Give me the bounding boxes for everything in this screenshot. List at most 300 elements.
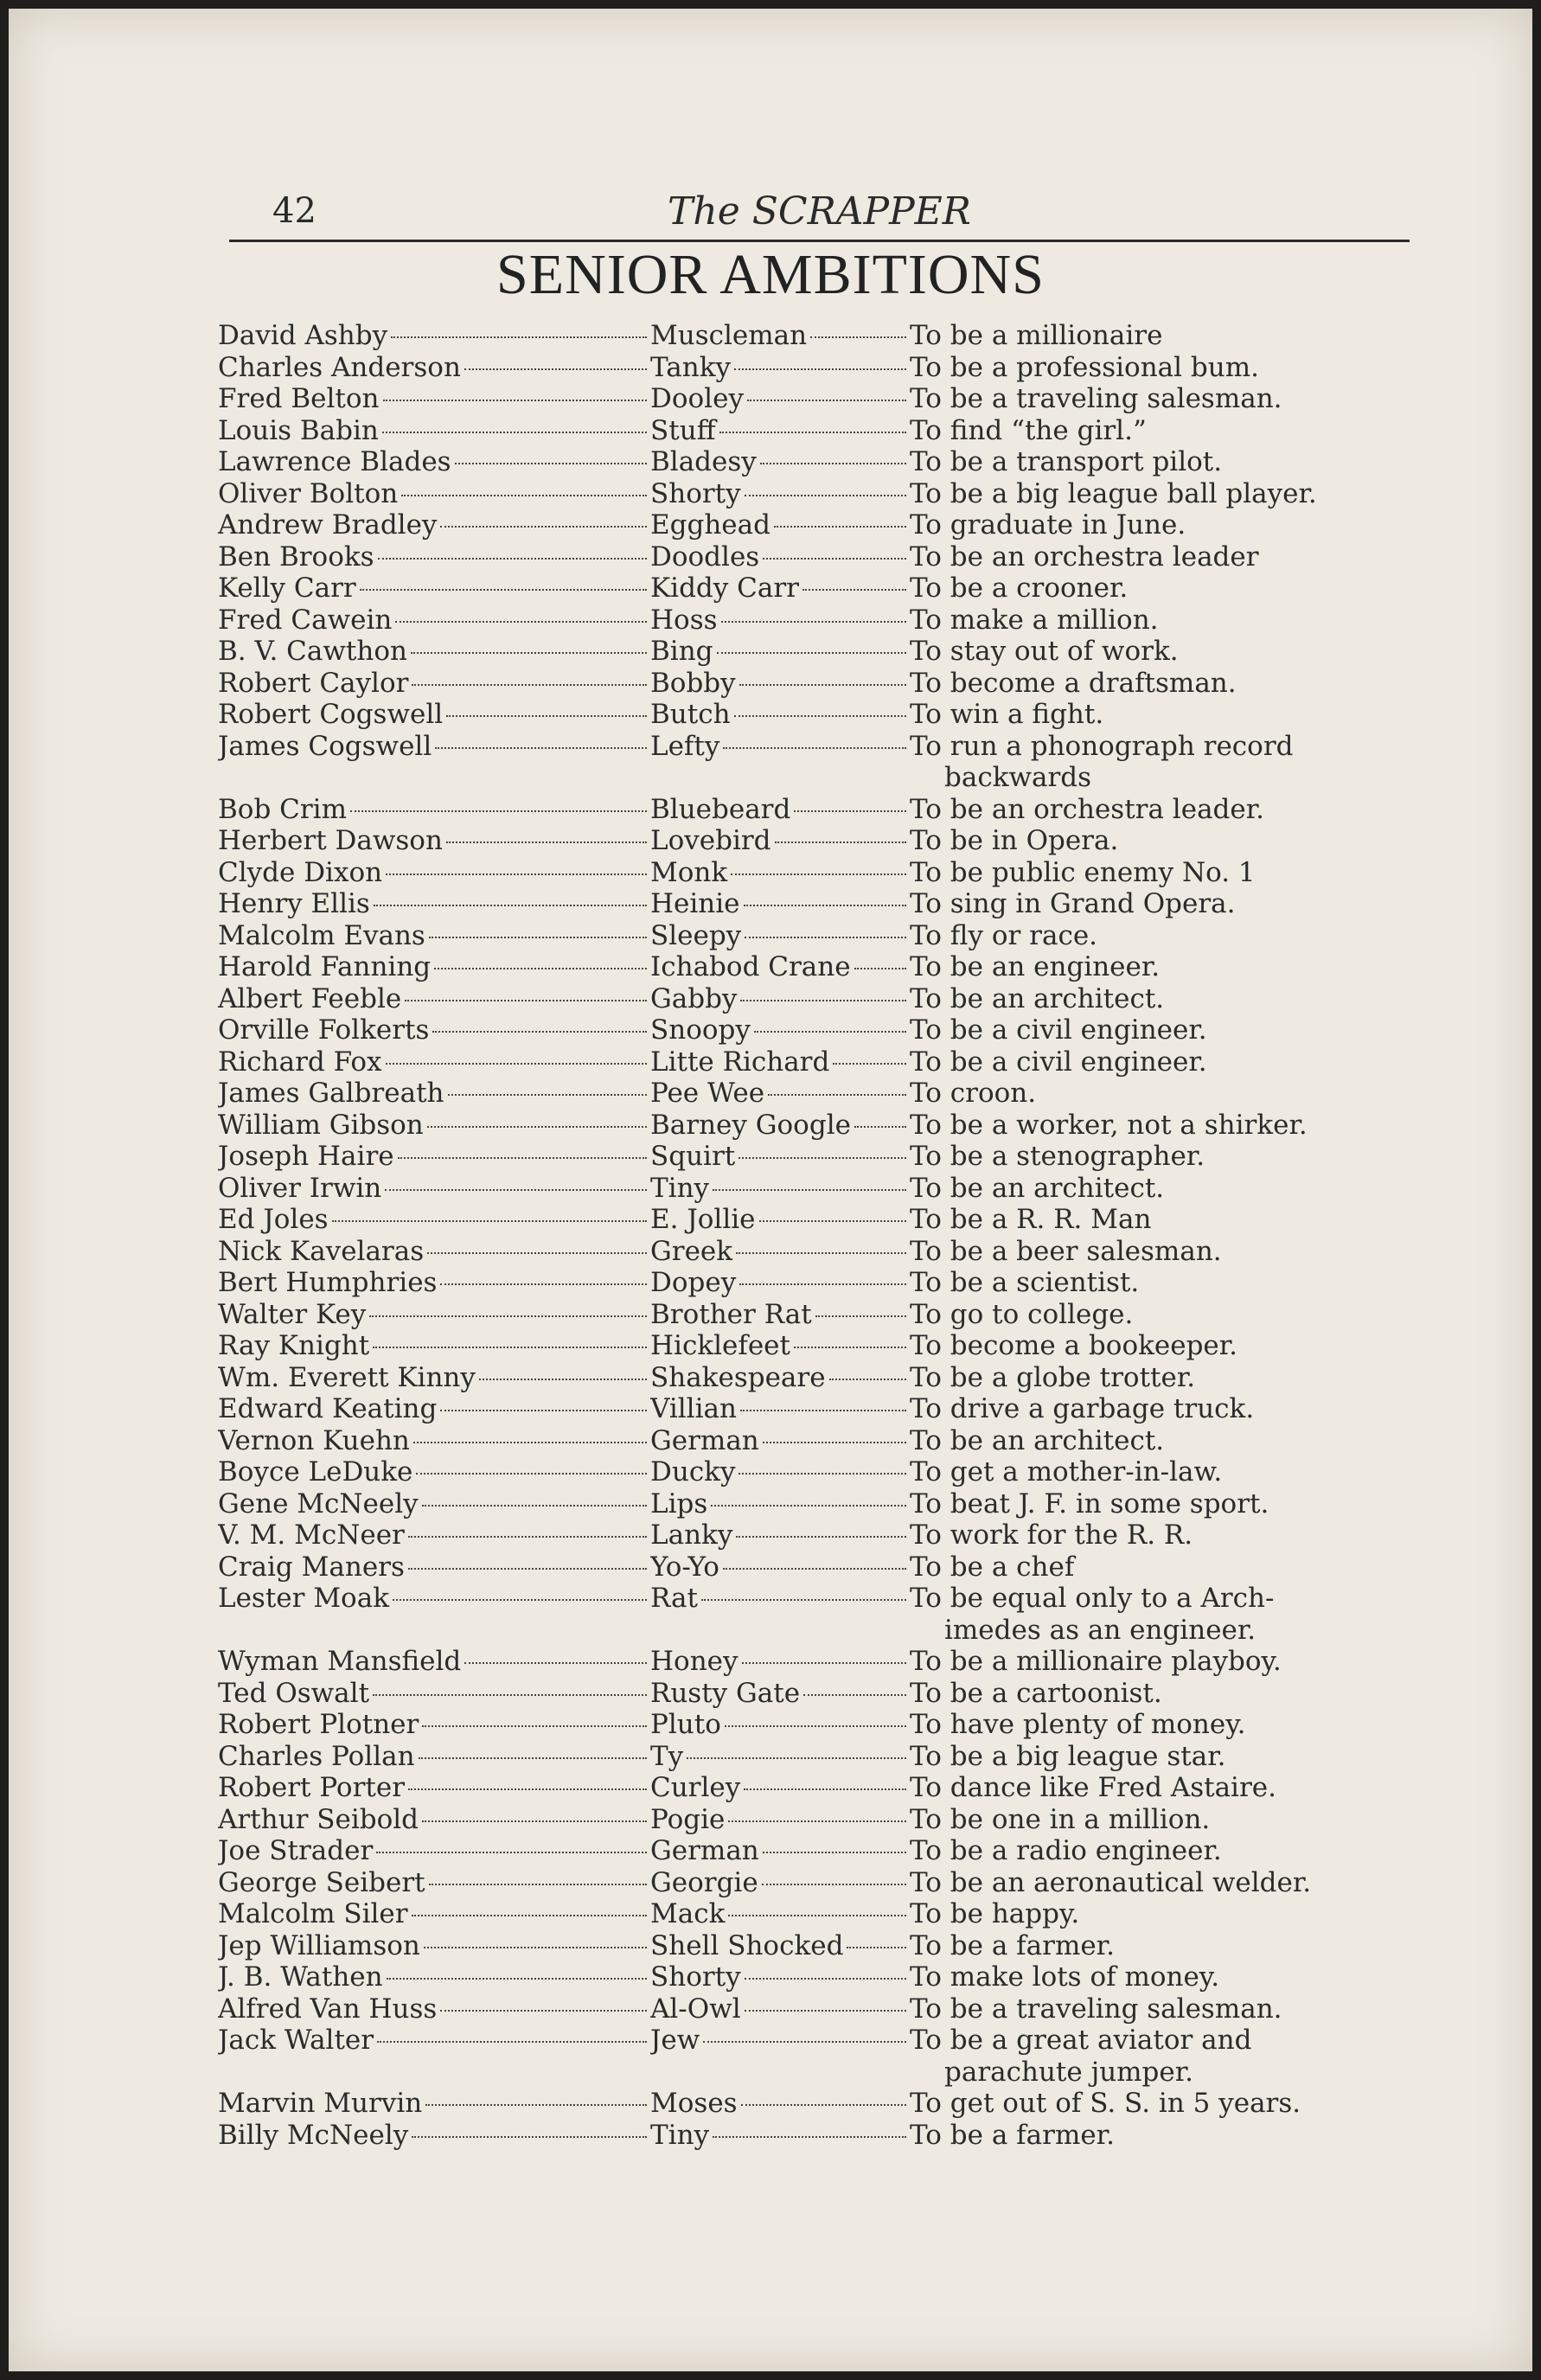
student-name: Lester Moak — [218, 1583, 389, 1614]
student-name-cell — [218, 983, 650, 1015]
student-name-cell — [218, 794, 650, 826]
student-ambition: To become a draftsman. — [910, 667, 1237, 699]
dot-leader — [711, 1505, 906, 1507]
student-name: Gene McNeely — [218, 1488, 419, 1519]
ambition-row — [218, 1456, 1411, 1488]
student-name-cell — [218, 920, 650, 952]
dot-leader — [427, 1126, 647, 1128]
ambition-row — [218, 478, 1411, 510]
ambition-row — [218, 888, 1411, 920]
student-ambition: To beat J. F. in some sport. — [910, 1488, 1269, 1519]
student-name-cell — [218, 1078, 650, 1110]
student-name: Albert Feeble — [218, 982, 402, 1014]
dot-leader — [728, 1915, 906, 1916]
student-ambition: To run a phonograph record — [910, 730, 1294, 762]
ambition-cell — [910, 794, 1411, 826]
ambition-cell — [910, 951, 1411, 983]
ambition-cell — [910, 857, 1411, 889]
nickname-cell — [650, 2120, 910, 2152]
nickname-cell — [650, 446, 910, 478]
student-name-cell — [218, 636, 650, 668]
student-name: Richard Fox — [218, 1046, 382, 1078]
student-name: Arthur Seibold — [218, 1803, 419, 1835]
ambition-row — [218, 920, 1411, 952]
student-nickname: Muscleman — [650, 320, 808, 351]
student-name-cell — [218, 1014, 650, 1046]
student-name-cell — [218, 352, 650, 384]
dot-leader — [429, 937, 647, 938]
student-ambition: To be a millionaire — [910, 320, 1163, 351]
nickname-cell — [650, 794, 910, 826]
dot-leader — [803, 1694, 906, 1696]
student-name: Andrew Bradley — [218, 509, 438, 541]
nickname-cell — [650, 1930, 910, 1962]
dot-leader — [412, 2136, 647, 2138]
student-name-cell — [218, 1804, 650, 1836]
ambition-cell — [910, 1930, 1411, 1962]
ambition-cell — [910, 1014, 1411, 1046]
nickname-cell — [650, 1519, 910, 1551]
student-name-cell — [218, 1961, 650, 1993]
student-ambition: To have plenty of money. — [910, 1709, 1246, 1740]
dot-leader — [721, 621, 906, 623]
student-name-cell — [218, 1141, 650, 1173]
dot-leader — [424, 1947, 647, 1948]
dot-leader — [728, 1820, 906, 1822]
student-name-cell — [218, 1330, 650, 1362]
dot-leader — [740, 1000, 906, 1001]
dot-leader — [701, 1599, 906, 1601]
student-name-cell — [218, 1993, 650, 2025]
nickname-cell — [650, 983, 910, 1015]
publication-title: The SCRAPPER — [668, 189, 971, 234]
ambition-row — [218, 1110, 1411, 1142]
student-nickname: Tiny — [650, 2119, 710, 2151]
student-name: Ed Joles — [218, 1204, 329, 1235]
ambition-cell — [910, 1330, 1411, 1362]
dot-leader — [745, 937, 906, 938]
student-name-cell — [218, 731, 650, 794]
ambition-cell — [910, 983, 1411, 1015]
student-ambition: To be a traveling salesman. — [910, 1993, 1282, 2025]
dot-leader — [736, 1252, 906, 1254]
student-ambition: To be a civil engineer. — [910, 1046, 1207, 1078]
ambition-row — [218, 1236, 1411, 1268]
student-name: Malcolm Evans — [218, 919, 425, 951]
student-name-cell — [218, 1110, 650, 1142]
nickname-cell — [650, 509, 910, 541]
ambition-cell — [910, 1204, 1411, 1236]
student-ambition: To dance like Fred Astaire. — [910, 1772, 1276, 1803]
student-name: Clyde Dixon — [218, 856, 383, 888]
student-ambition: To graduate in June. — [910, 509, 1186, 541]
student-name: Nick Kavelaras — [218, 1235, 425, 1267]
student-ambition: To be an architect. — [910, 1172, 1165, 1204]
student-ambition: To be an engineer. — [910, 951, 1161, 982]
student-ambition: To be a chef — [910, 1551, 1075, 1583]
student-nickname: Dooley — [650, 383, 744, 414]
ambition-cell — [910, 1519, 1411, 1551]
student-name-cell — [218, 1173, 650, 1205]
dot-leader — [744, 1788, 906, 1790]
student-ambition: To fly or race. — [910, 919, 1098, 951]
student-name: Fred Cawein — [218, 604, 393, 636]
student-name: Walter Key — [218, 1298, 367, 1330]
student-nickname: Bladesy — [650, 446, 757, 477]
student-name: Charles Anderson — [218, 351, 461, 383]
dot-leader — [739, 1157, 906, 1159]
nickname-cell — [650, 1110, 910, 1142]
student-name-cell — [218, 2088, 650, 2120]
ambition-row — [218, 320, 1411, 352]
ambition-cell — [910, 1110, 1411, 1142]
nickname-cell — [650, 573, 910, 605]
student-ambition: To be an architect. — [910, 1424, 1165, 1456]
ambition-cell — [910, 731, 1411, 794]
ambition-cell — [910, 1772, 1411, 1804]
dot-leader — [391, 336, 647, 338]
dot-leader — [739, 1473, 906, 1475]
student-nickname: Pogie — [650, 1803, 726, 1835]
student-nickname: Tanky — [650, 351, 732, 383]
ambition-row — [218, 825, 1411, 857]
ambition-row — [218, 509, 1411, 541]
ambition-cell — [910, 1867, 1411, 1899]
ambition-cell — [910, 1141, 1411, 1173]
student-nickname: Honey — [650, 1646, 739, 1677]
dot-leader — [369, 1315, 647, 1317]
student-ambition-continued: parachute jumper. — [944, 2056, 1194, 2088]
student-name-cell — [218, 605, 650, 637]
student-name: Wm. Everett Kinny — [218, 1361, 476, 1393]
student-name: Charles Pollan — [218, 1740, 415, 1772]
ambition-cell — [910, 1046, 1411, 1078]
ambition-cell — [910, 1551, 1411, 1583]
nickname-cell — [650, 1898, 910, 1930]
dot-leader — [373, 1694, 647, 1696]
ambition-cell — [910, 509, 1411, 541]
student-name-cell — [218, 1709, 650, 1741]
ambition-row — [218, 1078, 1411, 1110]
student-ambition-continued: backwards — [944, 762, 1092, 793]
student-ambition: To be a worker, not a shirker. — [910, 1109, 1308, 1141]
student-ambition: To stay out of work. — [910, 636, 1179, 667]
dot-leader — [422, 1725, 647, 1727]
student-nickname: Butch — [650, 699, 731, 730]
ambition-row — [218, 1204, 1411, 1236]
student-nickname: Mack — [650, 1898, 726, 1929]
student-ambition: To drive a garbage truck. — [910, 1393, 1255, 1424]
dot-leader — [723, 1568, 906, 1570]
ambition-cell — [910, 1646, 1411, 1678]
dot-leader — [802, 589, 906, 591]
student-nickname: Snoopy — [650, 1014, 751, 1046]
dot-leader — [687, 1757, 906, 1759]
student-ambition: To be an architect. — [910, 982, 1165, 1014]
student-nickname: Bluebeard — [650, 793, 791, 825]
student-name: Wyman Mansfield — [218, 1646, 462, 1677]
dot-leader — [425, 2104, 647, 2106]
student-nickname: Shorty — [650, 477, 741, 509]
student-name-cell — [218, 888, 650, 920]
dot-leader — [736, 1536, 906, 1538]
dot-leader — [440, 526, 647, 528]
student-name: James Galbreath — [218, 1078, 444, 1109]
dot-leader — [713, 2136, 906, 2138]
dot-leader — [412, 684, 647, 686]
ambition-row — [218, 2025, 1411, 2088]
nickname-cell — [650, 699, 910, 731]
dot-leader — [332, 1220, 647, 1222]
student-name-cell — [218, 383, 650, 415]
student-name: Lawrence Blades — [218, 446, 451, 477]
ambition-row — [218, 383, 1411, 415]
ambition-row — [218, 1173, 1411, 1205]
student-ambition: To get out of S. S. in 5 years. — [910, 2088, 1301, 2119]
student-ambition: To be an orchestra leader. — [910, 793, 1265, 825]
dot-leader — [847, 1947, 906, 1948]
student-name-cell — [218, 1835, 650, 1867]
student-ambition: To be a great aviator and — [910, 2025, 1252, 2056]
student-ambition: To be a stenographer. — [910, 1141, 1205, 1172]
student-name: Malcolm Siler — [218, 1898, 408, 1929]
ambition-row — [218, 1488, 1411, 1520]
student-ambition: To be happy. — [910, 1898, 1080, 1929]
dot-leader — [350, 810, 647, 812]
student-ambition: To croon. — [910, 1078, 1037, 1109]
student-name: Ben Brooks — [218, 541, 374, 573]
nickname-cell — [650, 857, 910, 889]
student-ambition: To be a civil engineer. — [910, 1014, 1207, 1046]
student-name-cell — [218, 1046, 650, 1078]
ambition-row — [218, 1678, 1411, 1710]
dot-leader — [829, 1379, 906, 1380]
dot-leader — [386, 1063, 647, 1065]
student-name-cell — [218, 1930, 650, 1962]
ambition-cell — [910, 1835, 1411, 1867]
ambition-cell — [910, 1425, 1411, 1457]
ambition-cell — [910, 1804, 1411, 1836]
dot-leader — [382, 432, 647, 433]
dot-leader — [763, 1442, 906, 1443]
nickname-cell — [650, 1804, 910, 1836]
ambition-cell — [910, 1267, 1411, 1299]
student-nickname: Shakespeare — [650, 1361, 826, 1393]
ambition-row — [218, 1330, 1411, 1362]
dot-leader — [713, 1189, 906, 1191]
student-name-cell — [218, 1488, 650, 1520]
student-name-cell — [218, 1456, 650, 1488]
nickname-cell — [650, 605, 910, 637]
dot-leader — [416, 1473, 647, 1475]
ambition-row — [218, 1425, 1411, 1457]
student-nickname: Lefty — [650, 730, 720, 762]
student-ambition: To be a traveling salesman. — [910, 383, 1282, 414]
student-name-cell — [218, 1393, 650, 1425]
dot-leader — [754, 1031, 906, 1033]
ambition-cell — [910, 383, 1411, 415]
nickname-cell — [650, 478, 910, 510]
ambition-cell — [910, 1583, 1411, 1646]
ambition-cell — [910, 825, 1411, 857]
student-nickname: Squirt — [650, 1141, 736, 1172]
ambition-cell — [910, 1709, 1411, 1741]
ambition-cell — [910, 1236, 1411, 1268]
dot-leader — [759, 1220, 906, 1222]
ambition-cell — [910, 1898, 1411, 1930]
student-nickname: Villian — [650, 1393, 737, 1424]
student-ambition: To be a cartoonist. — [910, 1677, 1162, 1709]
dot-leader — [479, 1379, 647, 1380]
page-number: 42 — [272, 191, 317, 231]
ambition-cell — [910, 1456, 1411, 1488]
student-name-cell — [218, 1772, 650, 1804]
dot-leader — [383, 400, 648, 401]
dot-leader — [446, 715, 647, 717]
nickname-cell — [650, 1078, 910, 1110]
dot-leader — [717, 652, 906, 654]
student-nickname: Brother Rat — [650, 1298, 812, 1330]
dot-leader — [775, 841, 906, 843]
dot-leader — [401, 495, 647, 496]
nickname-cell — [650, 1678, 910, 1710]
dot-leader — [374, 905, 647, 906]
ambition-row — [218, 1646, 1411, 1678]
ambition-row — [218, 983, 1411, 1015]
dot-leader — [448, 1094, 648, 1096]
student-name-cell — [218, 446, 650, 478]
student-name: Herbert Dawson — [218, 825, 443, 856]
ambition-row — [218, 699, 1411, 731]
student-ambition: To be a beer salesman. — [910, 1235, 1222, 1267]
dot-leader — [429, 1884, 647, 1885]
student-nickname: Kiddy Carr — [650, 573, 799, 604]
student-name-cell — [218, 1519, 650, 1551]
student-name-cell — [218, 1867, 650, 1899]
student-name-cell — [218, 668, 650, 700]
dot-leader — [378, 558, 647, 560]
dot-leader — [455, 463, 647, 464]
dot-leader — [760, 463, 906, 464]
dot-leader — [434, 968, 647, 969]
student-ambition: To be public enemy No. 1 — [910, 856, 1256, 888]
dot-leader — [739, 1283, 906, 1285]
student-name-cell — [218, 1425, 650, 1457]
student-nickname: Doodles — [650, 541, 760, 573]
ambition-row — [218, 415, 1411, 447]
ambition-row — [218, 1299, 1411, 1331]
nickname-cell — [650, 1741, 910, 1773]
dot-leader — [762, 1884, 906, 1885]
student-nickname: Curley — [650, 1772, 741, 1803]
student-name-cell — [218, 320, 650, 352]
ambition-row — [218, 1741, 1411, 1773]
student-ambition: To be a big league ball player. — [910, 477, 1317, 509]
student-ambition: To make a million. — [910, 604, 1159, 636]
student-nickname: Bing — [650, 636, 713, 667]
dot-leader — [747, 400, 906, 401]
dot-leader — [405, 1000, 647, 1001]
student-name: James Cogswell — [218, 730, 432, 762]
student-name-cell — [218, 1898, 650, 1930]
student-ambition: To be a scientist. — [910, 1267, 1140, 1298]
student-ambition: To make lots of money. — [910, 1961, 1220, 1993]
dot-leader — [432, 1031, 647, 1033]
student-ambition: To get a mother-in-law. — [910, 1456, 1223, 1488]
student-nickname: Barney Google — [650, 1109, 851, 1141]
student-name: Bob Crim — [218, 793, 347, 825]
ambition-row — [218, 1867, 1411, 1899]
student-name: Oliver Irwin — [218, 1172, 382, 1204]
ambition-row — [218, 1393, 1411, 1425]
dot-leader — [744, 905, 906, 906]
ambition-row — [218, 857, 1411, 889]
dot-leader — [373, 1347, 647, 1348]
ambition-row — [218, 1961, 1411, 1993]
student-name: J. B. Wathen — [218, 1961, 383, 1993]
student-nickname: Ducky — [650, 1456, 736, 1488]
student-nickname: Greek — [650, 1235, 733, 1267]
student-name: Louis Babin — [218, 414, 379, 446]
ambition-cell — [910, 1678, 1411, 1710]
student-nickname: Litte Richard — [650, 1046, 830, 1078]
student-name-cell — [218, 1551, 650, 1583]
student-nickname: Shell Shocked — [650, 1929, 844, 1961]
student-nickname: Gabby — [650, 982, 738, 1014]
dot-leader — [741, 2104, 906, 2106]
nickname-cell — [650, 1456, 910, 1488]
student-nickname: Hicklefeet — [650, 1330, 790, 1361]
nickname-cell — [650, 1551, 910, 1583]
student-nickname: Sleepy — [650, 919, 742, 951]
ambition-cell — [910, 541, 1411, 573]
ambition-cell — [910, 636, 1411, 668]
student-nickname: German — [650, 1424, 759, 1456]
student-name: Bert Humphries — [218, 1267, 438, 1298]
nickname-cell — [650, 415, 910, 447]
ambition-row — [218, 1709, 1411, 1741]
student-nickname: Pluto — [650, 1709, 721, 1740]
page-header — [229, 186, 1410, 242]
ambition-row — [218, 605, 1411, 637]
student-name: Harold Fanning — [218, 951, 432, 982]
dot-leader — [412, 1915, 647, 1916]
student-ambition: To be a farmer. — [910, 1929, 1115, 1961]
student-nickname: Stuff — [650, 414, 716, 446]
student-name-cell — [218, 573, 650, 605]
dot-leader — [376, 1852, 647, 1853]
student-name-cell — [218, 699, 650, 731]
student-name: Alfred Van Huss — [218, 1993, 438, 2025]
student-name: B. V. Cawthon — [218, 636, 407, 667]
ambition-cell — [910, 1993, 1411, 2025]
dot-leader — [740, 1410, 906, 1411]
student-ambition: To be one in a million. — [910, 1803, 1211, 1835]
student-name: Boyce LeDuke — [218, 1456, 413, 1488]
ambition-cell — [910, 668, 1411, 700]
nickname-cell — [650, 1362, 910, 1394]
student-nickname: Rusty Gate — [650, 1677, 801, 1709]
ambition-cell — [910, 1173, 1411, 1205]
dot-leader — [745, 2010, 906, 2012]
dot-leader — [794, 810, 906, 812]
student-name: Orville Folkerts — [218, 1014, 430, 1046]
ambition-cell — [910, 320, 1411, 352]
student-name-cell — [218, 1678, 650, 1710]
ambition-cell — [910, 478, 1411, 510]
dot-leader — [408, 1536, 647, 1538]
student-name-cell — [218, 509, 650, 541]
